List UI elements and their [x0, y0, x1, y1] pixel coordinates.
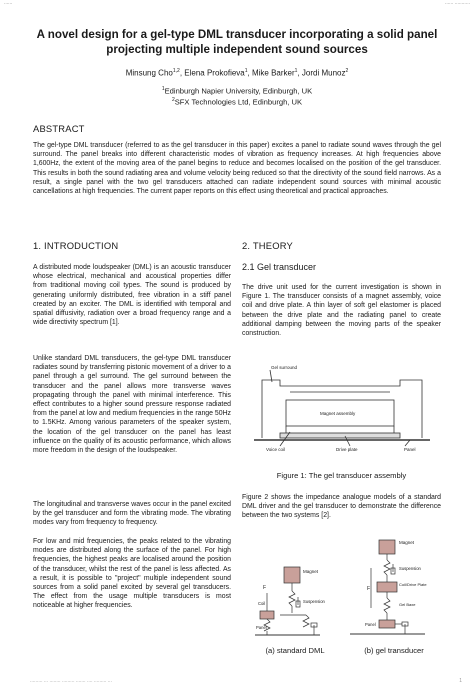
paper-title: A novel design for a gel-type DML transducer incorporating a solid panel projecting multiple independent sound sources [36, 28, 438, 56]
intro-paragraph: Unlike standard DML transducers, the gel-type DML transducer radiates sound by transferring pistonic movement of a driver to a panel through a gel surround. The gel surround between the transducer and the panel allows more transverse waves propagating through the panel with minimal interference. This effect contributes to a higher sound pressure response radiated from the panel at low and medium frequencies in the range 50Hz to 1.5KHz. Among various parameters of the speaker system, the location of the gel transducer on the panel has least influence on the quality of its acoustic performance, which allows more freedom in the design of the loudspeaker. [33, 355, 231, 455]
gel-transducer-model-figure [345, 528, 440, 638]
magnet-label: Magnet [399, 540, 415, 545]
gel-surround-label: Gel surround [271, 365, 298, 370]
author: Minsung Cho [125, 68, 173, 78]
affiliation: $^1$Edinburgh Napier University, Edinburgh, UK [161, 86, 313, 96]
coil-label: Coil [258, 601, 266, 606]
author: Elena Prokofieva [184, 68, 245, 78]
theory-paragraph: The drive unit used for the current investigation is shown in Figure 1. The transducer consists of a magnet assembly, voice coil and drive plate. A thin layer of soft gel elastomer is placed between the drive plate and the radiating panel to create additional damping between the moving parts of the speaker construction. [242, 284, 441, 338]
author-list: Minsung Cho$^{1,2}$, Elena Prokofieva$^1$, Mike Barker$^1$, Jordi Munoz$^2$ [125, 68, 349, 78]
standard-dml-model-figure [250, 533, 340, 638]
suspension-label: Suspension [399, 566, 421, 571]
intro-paragraph: A distributed mode loudspeaker (DML) is an acoustic transducer whose electrical, mechanical and acoustical properties differ from traditional moving coil types. The sound is produced by generating uniformly distributed, free vibration in a stiff panel created by an exciter. The DML is identified with temporal and spatial diffusivity, radiation over a broad frequency range and a wide directivity spectrum [1]. [33, 264, 231, 327]
drive-plate-label: Drive plate [336, 447, 358, 452]
panel-label: Panel [256, 625, 267, 630]
panel-label: Panel [404, 447, 416, 452]
figure2b-caption: (b) gel transducer [364, 646, 424, 655]
gel-transducer-subheading: 2.1 Gel transducer [242, 262, 317, 272]
force-label: F [367, 586, 371, 592]
force-label: F [263, 585, 267, 591]
theory-paragraph: Figure 2 shows the impedance analogue models of a standard DML driver and the gel transducer to demonstrate the difference between the two systems [2]. [242, 494, 441, 520]
running-header [0, 0, 474, 8]
author: Mike Barker [251, 68, 295, 78]
running-header-right: ...... ........... [444, 0, 470, 6]
intro-paragraph: The longitudinal and transverse waves occur in the panel excited by the gel transducer and form the vibrating mode. The vibrating modes vary from frequency to frequency. [33, 501, 231, 527]
coil-drive-plate-label: Coil/Drive Plate [399, 582, 427, 587]
figure1-caption: Figure 1: The gel transducer assembly [276, 471, 407, 480]
page-number: 1 [459, 678, 462, 684]
panel-label: Panel [365, 622, 376, 627]
abstract-heading: ABSTRACT [33, 123, 85, 134]
theory-heading: 2. THEORY [242, 240, 293, 251]
abstract-text: The gel-type DML transducer (referred to as the gel transducer in this paper) excites a panel to radiate sound waves through the gel surround. The panel breaks into different characteristic modes of vibration as frequency increases. At high frequencies above 1,600Hz, the extent of the moving area of the panel begins to reduce and becomes localised on the position of the gel transducer. This results in both the sound radiating area and volume velocity being reduced so that the directivity of the sound field narrows. As a result, a single panel with the two gel transducers attached can radiate independent sound sources with minimal acoustic cancellations at high frequencies. The current paper reports on this effect using theoretical and practical approaches. [33, 142, 441, 196]
running-header-left: ...... [4, 0, 13, 6]
suspension-label: Suspension [303, 599, 325, 604]
figure2a-caption: (a) standard DML [265, 646, 325, 655]
page-footer [0, 678, 474, 685]
voice-coil-label: Voice coil [266, 447, 286, 452]
footer-text: ......... ... ........ ......... ....... .... ......... ... [30, 678, 112, 684]
magnet-assembly-label: Magnet assembly [320, 411, 356, 416]
gel-transducer-assembly-figure [250, 360, 435, 460]
gel-label: Gel Baxe [399, 602, 416, 607]
intro-heading: 1. INTRODUCTION [33, 240, 119, 251]
intro-paragraph: For low and mid frequencies, the peaks related to the vibrating modes are distributed along the surface of the panel. For high frequencies, the highest peaks are localised around the position of the transducer, whilst the rest of the panel is less affected. As a result, it is possible to "project" multiple independent sound sources from a solid panel excited by several gel transducers. The effect from the usage multiple transducers is most noticeable at higher frequencies. [33, 538, 231, 610]
affiliation: $^2$SFX Technologies Ltd, Edinburgh, UK [171, 97, 303, 107]
magnet-label: Magnet [303, 569, 319, 574]
author: Jordi Munoz [301, 68, 346, 78]
